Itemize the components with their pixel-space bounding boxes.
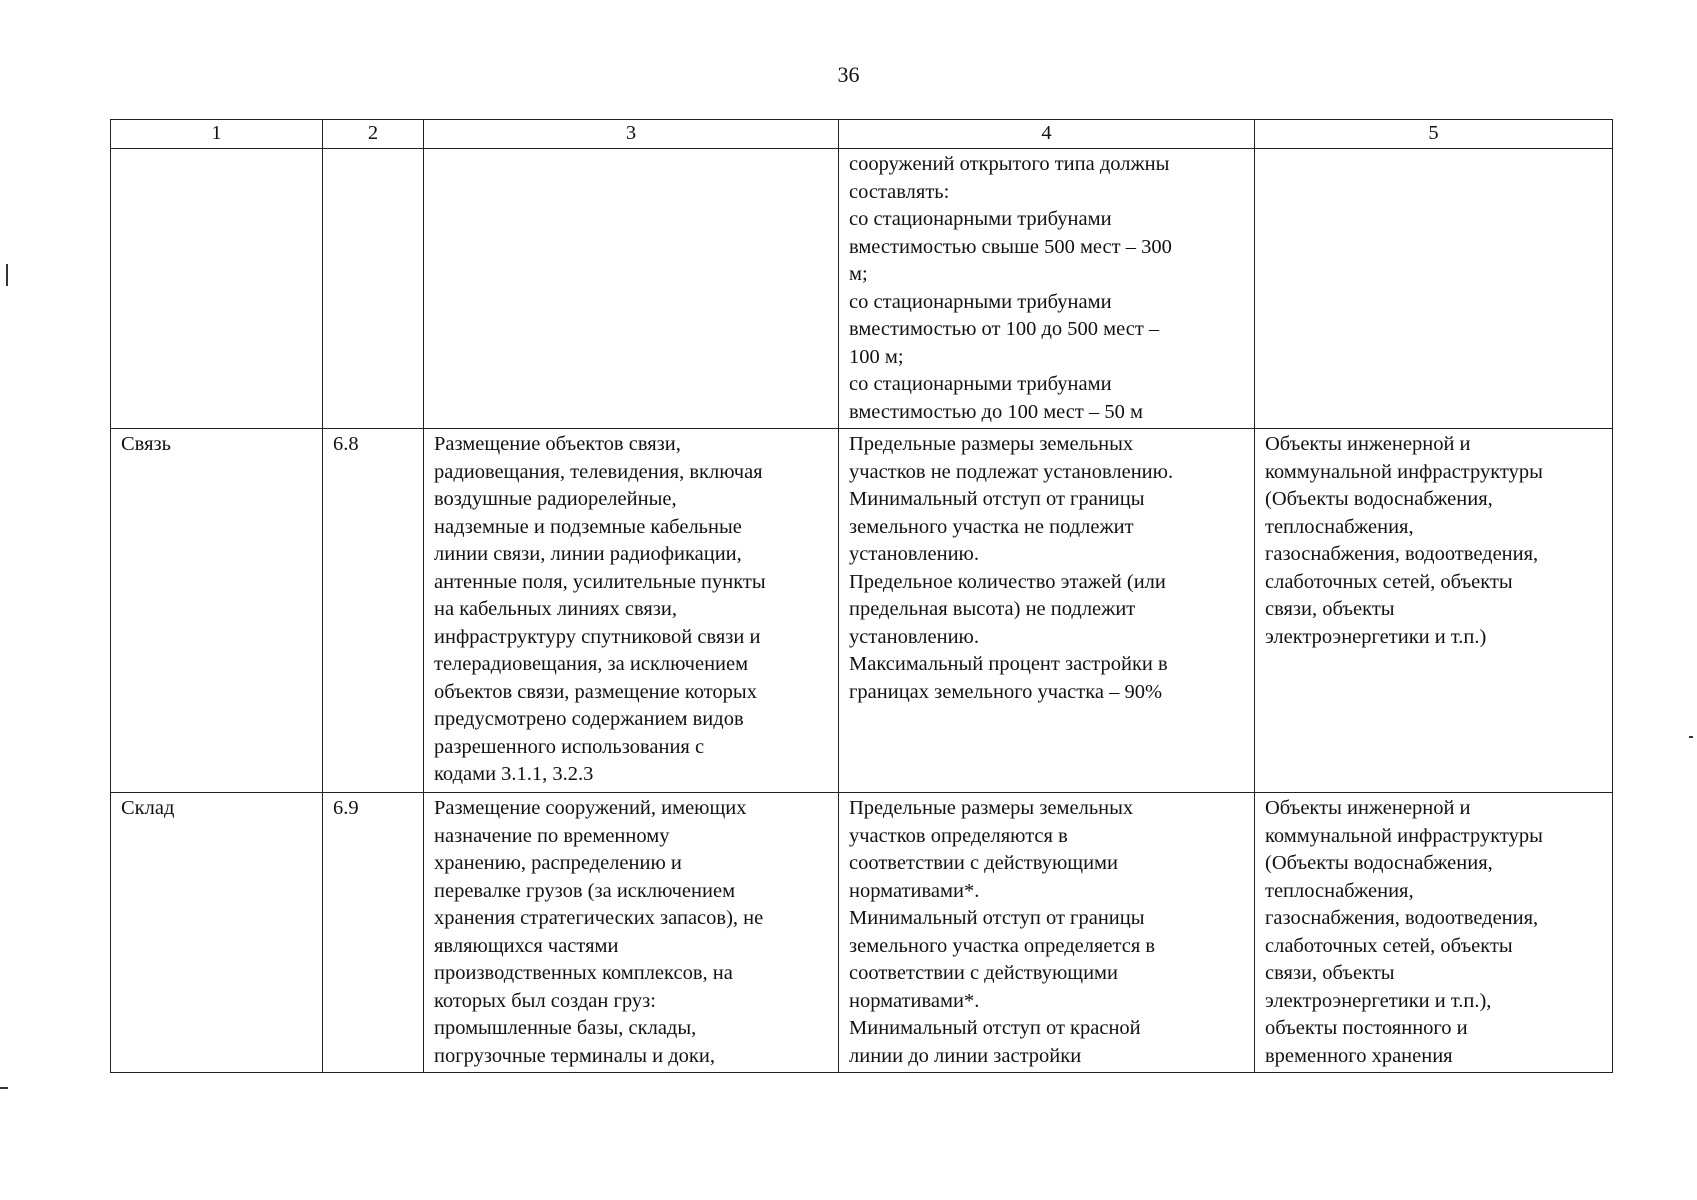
cell-text: Склад xyxy=(121,797,175,819)
cell-use-code xyxy=(323,149,424,429)
header-row xyxy=(111,120,1613,149)
zoning-table xyxy=(110,119,1613,1073)
cell-text: Объекты инженерной и коммунальной инфраструктуры (Объекты водоснабжения, теплоснабжения, газоснабжения, водоотведения, слаботочных сетей, объекты связи, объекты электроэнергетики и т.п.) xyxy=(1265,433,1543,648)
cell-use-code xyxy=(323,793,424,1073)
cell-text: сооружений открытого типа должны составлять: со стационарными трибунами вместимостью свыше 500 мест – 300 м; со стационарными трибунами вместимостью от 100 до 500 мест – 100 м; со стационарными трибунами вместимостью до 100 мест – 50 м xyxy=(849,153,1172,423)
cell-use-description xyxy=(424,149,839,429)
cell-text: Размещение объектов связи, радиовещания, телевидения, включая воздушные радиорелейные, надземные и подземные кабельные линии связи, линии радиофикации, антенные поля, усилительные пункты на кабельных линиях связи, инфраструктуру спутниковой связи и телерадиовещания, за исключением объектов связи, размещение которых предусмотрено содержанием видов разрешенного использования с кодами 3.1.1, 3.2.3 xyxy=(434,433,766,785)
cell-text: Связь xyxy=(121,433,171,455)
cell-parameters xyxy=(839,793,1255,1073)
column-header-5: 5 xyxy=(1255,120,1613,149)
cell-text: Объекты инженерной и коммунальной инфраструктуры (Объекты водоснабжения, теплоснабжения, газоснабжения, водоотведения, слаботочных сетей, объекты связи, объекты электроэнергетики и т.п.), объекты постоянного и временного хранения xyxy=(1265,797,1543,1067)
cell-use-name xyxy=(111,429,323,793)
cell-text: 6.8 xyxy=(333,433,359,455)
column-header-4: 4 xyxy=(839,120,1255,149)
cell-use-name xyxy=(111,793,323,1073)
cell-auxiliary-uses xyxy=(1255,149,1613,429)
cell-parameters xyxy=(839,149,1255,429)
cell-auxiliary-uses xyxy=(1255,793,1613,1073)
cell-use-name xyxy=(111,149,323,429)
table-row xyxy=(111,149,1613,429)
cell-text: Предельные размеры земельных участков определяются в соответствии с действующими нормативами*. Минимальный отступ от границы земельного участка определяется в соответствии с действующими нормативами*. Минимальный отступ от красной линии до линии застройки xyxy=(849,797,1156,1067)
table-header xyxy=(111,120,1613,149)
page-number: 36 xyxy=(837,62,860,87)
cell-parameters xyxy=(839,429,1255,793)
cell-use-description xyxy=(424,793,839,1073)
table-row xyxy=(111,429,1613,793)
cell-text: Предельные размеры земельных участков не подлежат установлению. Минимальный отступ от границы земельного участка не подлежит установлению. Предельное количество этажей (или предельная высота) не подлежит установлению. Максимальный процент застройки в границах земельного участка – 90% xyxy=(849,433,1174,703)
scan-mark xyxy=(0,1087,8,1089)
cell-use-code xyxy=(323,429,424,793)
cell-auxiliary-uses xyxy=(1255,429,1613,793)
table-body xyxy=(111,149,1613,1073)
cell-use-description xyxy=(424,429,839,793)
column-header-3: 3 xyxy=(424,120,839,149)
column-header-1: 1 xyxy=(111,120,323,149)
cell-text: 6.9 xyxy=(333,797,359,819)
table-row xyxy=(111,793,1613,1073)
scan-mark xyxy=(6,264,8,286)
cell-text: Размещение сооружений, имеющих назначение по временному хранению, распределению и перевалке грузов (за исключением хранения стратегических запасов), не являющихся частями производственных комплексов, на которых был создан груз: промышленные базы, склады, погрузочные терминалы и доки, xyxy=(434,797,764,1067)
column-header-2: 2 xyxy=(323,120,424,149)
scan-mark xyxy=(1689,736,1693,738)
